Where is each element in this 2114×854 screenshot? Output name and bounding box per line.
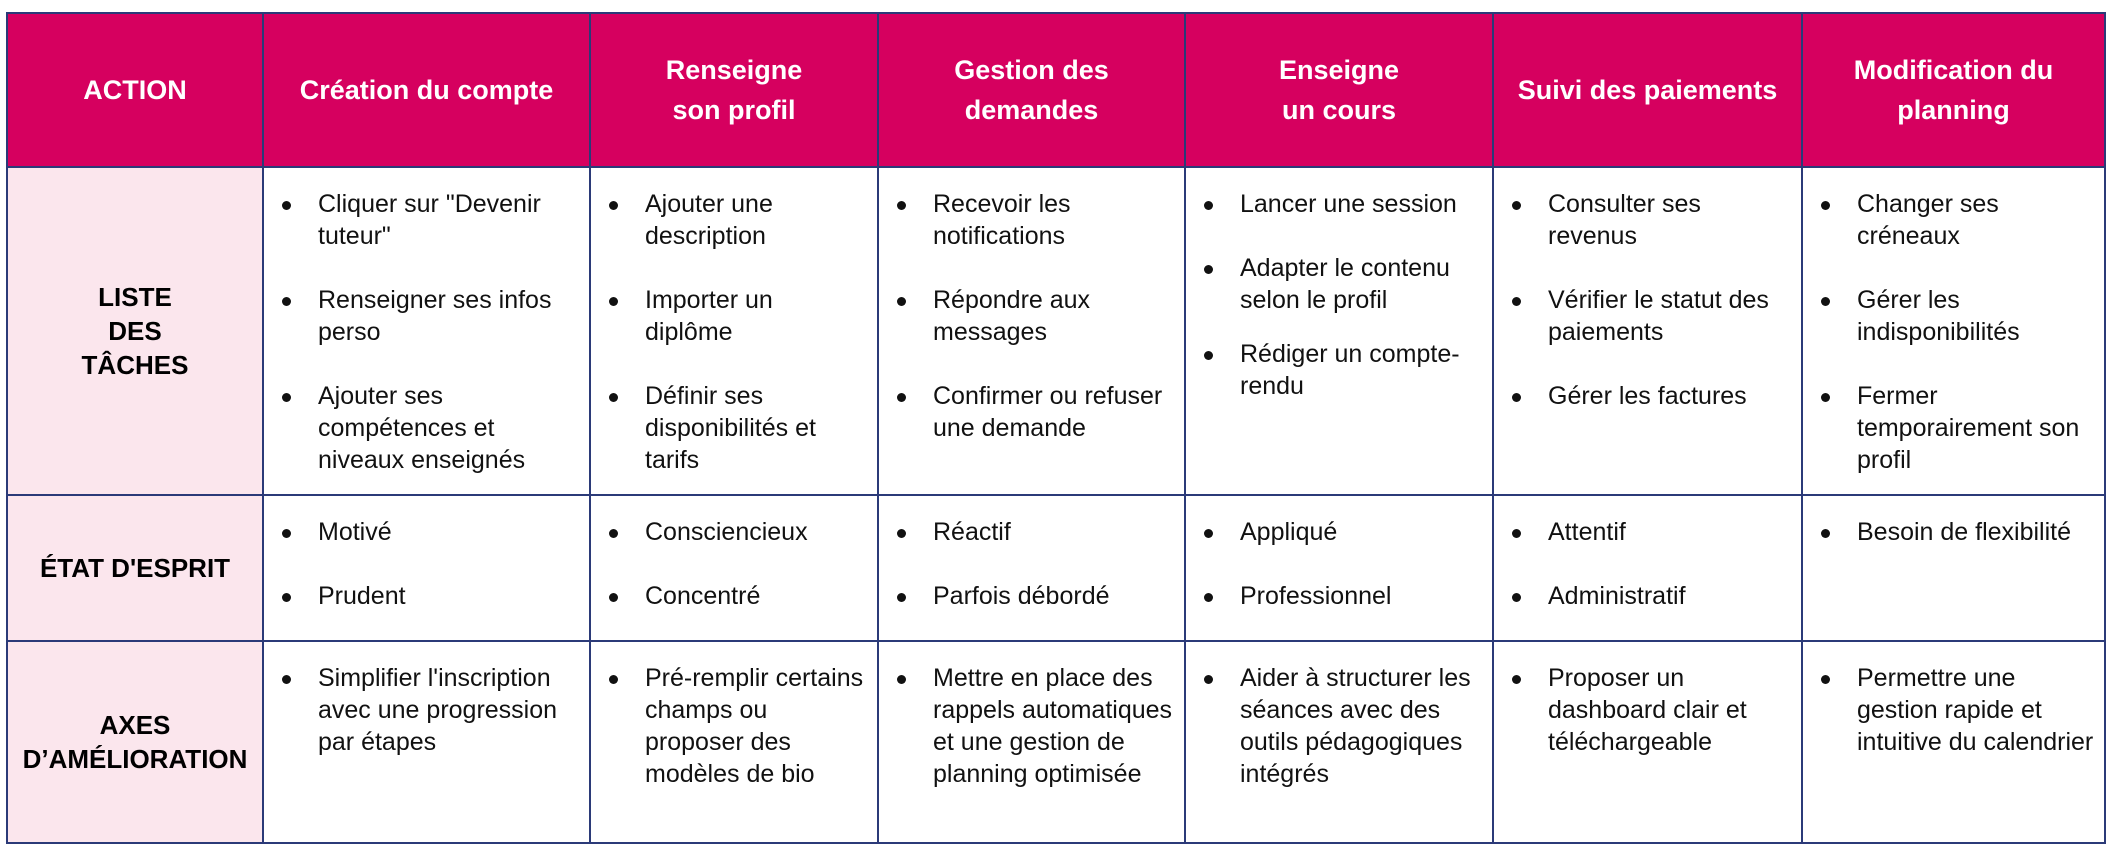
task-list bbox=[879, 168, 1184, 444]
list-item: Vérifier le statut des paiements bbox=[1508, 284, 1791, 348]
header-modification-planning: Modification du planning bbox=[1802, 13, 2105, 167]
list-item: Simplifier l'inscription avec une progression par étapes bbox=[278, 662, 579, 758]
cell bbox=[263, 495, 590, 641]
row-label-taches: LISTE DES TÂCHES bbox=[7, 167, 263, 495]
list-item: Proposer un dashboard clair et téléchargeable bbox=[1508, 662, 1791, 758]
cell bbox=[878, 495, 1185, 641]
header-enseigne-cours: Enseigne un cours bbox=[1185, 13, 1493, 167]
list-item: Changer ses créneaux bbox=[1817, 188, 2094, 252]
list-item: Réactif bbox=[893, 516, 1174, 548]
cell bbox=[1802, 167, 2105, 495]
cell bbox=[1493, 495, 1802, 641]
header-creation-compte: Création du compte bbox=[263, 13, 590, 167]
cell bbox=[263, 641, 590, 843]
row-liste-taches bbox=[7, 167, 2105, 495]
cell bbox=[1802, 495, 2105, 641]
cell bbox=[1493, 167, 1802, 495]
cell bbox=[590, 495, 878, 641]
list-item: Confirmer ou refuser une demande bbox=[893, 380, 1174, 444]
list-item: Définir ses disponibilités et tarifs bbox=[605, 380, 867, 476]
task-list bbox=[1494, 168, 1801, 412]
list-item: Gérer les indisponibilités bbox=[1817, 284, 2094, 348]
list-item: Consulter ses revenus bbox=[1508, 188, 1791, 252]
mindset-list bbox=[1494, 496, 1801, 612]
cell bbox=[878, 167, 1185, 495]
mindset-list bbox=[264, 496, 589, 612]
journey-table bbox=[6, 12, 2106, 844]
header-suivi-paiements: Suivi des paiements bbox=[1493, 13, 1802, 167]
list-item: Professionnel bbox=[1200, 580, 1482, 612]
cell bbox=[1493, 641, 1802, 843]
mindset-list bbox=[879, 496, 1184, 612]
improvement-list bbox=[1803, 642, 2104, 758]
mindset-list bbox=[591, 496, 877, 612]
header-action: ACTION bbox=[7, 13, 263, 167]
task-list bbox=[591, 168, 877, 476]
list-item: Pré-remplir certains champs ou proposer des modèles de bio bbox=[605, 662, 867, 790]
improvement-list bbox=[264, 642, 589, 758]
list-item: Concentré bbox=[605, 580, 867, 612]
header-renseigne-profil: Renseigne son profil bbox=[590, 13, 878, 167]
list-item: Attentif bbox=[1508, 516, 1791, 548]
list-item: Répondre aux messages bbox=[893, 284, 1174, 348]
cell bbox=[590, 641, 878, 843]
list-item: Cliquer sur "Devenir tuteur" bbox=[278, 188, 579, 252]
list-item: Fermer temporairement son profil bbox=[1817, 380, 2094, 476]
list-item: Gérer les factures bbox=[1508, 380, 1791, 412]
task-list bbox=[264, 168, 589, 476]
cell bbox=[590, 167, 878, 495]
list-item: Consciencieux bbox=[605, 516, 867, 548]
list-item: Ajouter une description bbox=[605, 188, 867, 252]
list-item: Besoin de flexibilité bbox=[1817, 516, 2094, 548]
list-item: Aider à structurer les séances avec des outils pédagogiques intégrés bbox=[1200, 662, 1482, 790]
task-list bbox=[1186, 168, 1492, 402]
mindset-list bbox=[1803, 496, 2104, 548]
list-item: Appliqué bbox=[1200, 516, 1482, 548]
improvement-list bbox=[591, 642, 877, 790]
header-row bbox=[7, 13, 2105, 167]
row-etat-esprit bbox=[7, 495, 2105, 641]
cell bbox=[1185, 167, 1493, 495]
row-axes-amelioration bbox=[7, 641, 2105, 843]
list-item: Recevoir les notifications bbox=[893, 188, 1174, 252]
mindset-list bbox=[1186, 496, 1492, 612]
row-label-axes: AXES D’AMÉLIORATION bbox=[7, 641, 263, 843]
list-item: Parfois débordé bbox=[893, 580, 1174, 612]
improvement-list bbox=[1494, 642, 1801, 758]
list-item: Lancer une session bbox=[1200, 188, 1482, 220]
list-item: Administratif bbox=[1508, 580, 1791, 612]
list-item: Ajouter ses compétences et niveaux enseignés bbox=[278, 380, 579, 476]
list-item: Prudent bbox=[278, 580, 579, 612]
header-gestion-demandes: Gestion des demandes bbox=[878, 13, 1185, 167]
list-item: Motivé bbox=[278, 516, 579, 548]
list-item: Adapter le contenu selon le profil bbox=[1200, 252, 1482, 316]
list-item: Rédiger un compte-rendu bbox=[1200, 338, 1482, 402]
improvement-list bbox=[879, 642, 1184, 790]
task-list bbox=[1803, 168, 2104, 476]
cell bbox=[263, 167, 590, 495]
list-item: Mettre en place des rappels automatiques et une gestion de planning optimisée bbox=[893, 662, 1174, 790]
cell bbox=[1185, 641, 1493, 843]
list-item: Permettre une gestion rapide et intuitive du calendrier bbox=[1817, 662, 2094, 758]
cell bbox=[878, 641, 1185, 843]
improvement-list bbox=[1186, 642, 1492, 790]
list-item: Renseigner ses infos perso bbox=[278, 284, 579, 348]
cell bbox=[1185, 495, 1493, 641]
cell bbox=[1802, 641, 2105, 843]
row-label-etat-esprit: ÉTAT D'ESPRIT bbox=[7, 495, 263, 641]
list-item: Importer un diplôme bbox=[605, 284, 867, 348]
